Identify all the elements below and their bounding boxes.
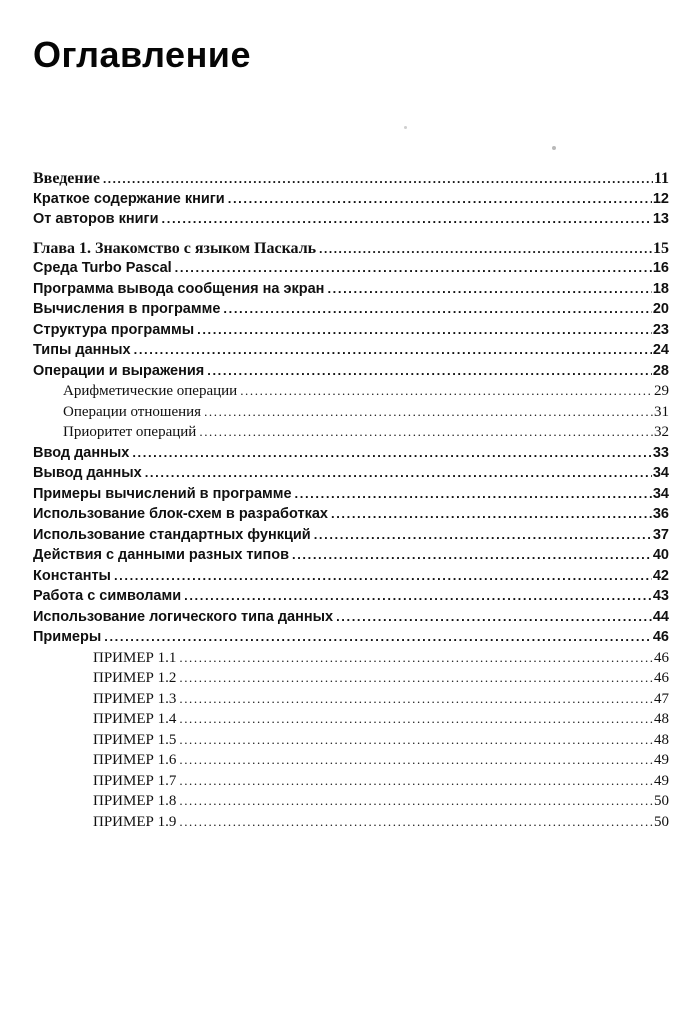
toc-entry-label: Операции и выражения [33, 362, 205, 379]
dot-leader [179, 793, 653, 809]
toc-entry-label: Использование стандартных функций [33, 526, 311, 543]
dot-leader [179, 670, 653, 686]
dot-leader [179, 691, 653, 707]
toc-entry [33, 211, 669, 232]
scan-speck [552, 146, 556, 150]
toc-entry [33, 506, 669, 527]
toc-entry [33, 170, 669, 191]
toc-entry-label: Использование логического типа данных [33, 608, 334, 625]
toc-page-number: 33 [652, 444, 669, 461]
toc-page-number: 31 [654, 403, 669, 420]
page-title: Оглавление [33, 34, 251, 75]
toc-page-number: 46 [654, 670, 669, 686]
dot-leader [240, 383, 653, 399]
dot-leader [336, 609, 652, 624]
toc-page-number: 12 [652, 190, 669, 207]
toc-page-number: 48 [654, 711, 669, 727]
toc-entry-label: Приоритет операций [63, 424, 197, 440]
toc-entry [33, 588, 669, 609]
dot-leader [179, 752, 653, 768]
toc-page-number: 23 [652, 321, 669, 338]
toc-entry-label: ПРИМЕР 1.2 [93, 670, 177, 686]
toc-entry-label: Вывод данных [33, 465, 142, 481]
dot-leader [145, 465, 652, 480]
toc-entry [33, 424, 669, 445]
toc-page-number: 28 [652, 362, 669, 379]
toc-entry [33, 711, 669, 732]
toc-entry-label: ПРИМЕР 1.5 [93, 731, 177, 748]
dot-leader [162, 211, 652, 226]
toc-entry-label: Константы [33, 567, 111, 584]
toc-page-number: 11 [653, 170, 669, 187]
toc-entry [33, 465, 669, 486]
toc-entry-label: Примеры [33, 629, 102, 645]
toc-page-number: 50 [654, 813, 669, 830]
toc-entry-label: ПРИМЕР 1.9 [93, 813, 177, 830]
toc-page-number: 29 [654, 383, 669, 399]
toc-entry-label: Операции отношения [63, 403, 202, 420]
toc-list [33, 170, 669, 834]
dot-leader [197, 322, 652, 337]
toc-entry-label: Работа с символами [33, 588, 182, 604]
toc-page-number: 44 [652, 608, 669, 625]
toc-entry-label: Введение [33, 170, 100, 187]
toc-entry [33, 260, 669, 281]
toc-entry-label: Структура программы [33, 321, 195, 338]
toc-entry [33, 650, 669, 671]
toc-entry-label: Вычисления в программе [33, 301, 221, 317]
toc-entry [33, 527, 669, 548]
dot-leader [184, 588, 652, 603]
dot-leader [292, 547, 652, 562]
toc-entry [33, 322, 669, 343]
toc-entry-label: Использование блок-схем в разработках [33, 506, 328, 522]
toc-entry-label: ПРИМЕР 1.7 [93, 772, 177, 789]
toc-page-number: 34 [652, 485, 669, 502]
dot-leader [104, 629, 652, 644]
toc-entry [33, 568, 669, 589]
toc-page-number: 36 [652, 506, 669, 522]
toc-entry-label: ПРИМЕР 1.6 [93, 752, 177, 768]
toc-page-number: 49 [654, 772, 669, 789]
dot-leader [175, 260, 652, 275]
dot-leader [204, 404, 653, 420]
toc-entry [33, 281, 669, 302]
toc-entry [33, 732, 669, 753]
toc-entry [33, 404, 669, 425]
dot-leader [179, 814, 653, 830]
toc-page-number: 13 [652, 211, 669, 227]
toc-page-number: 20 [652, 301, 669, 317]
toc-entry-label: Типы данных [33, 342, 131, 358]
toc-page-number: 49 [654, 752, 669, 768]
dot-leader [295, 486, 652, 501]
toc-entry-label: ПРИМЕР 1.1 [93, 649, 177, 666]
toc-entry-label: ПРИМЕР 1.3 [93, 690, 177, 707]
dot-leader [199, 424, 653, 440]
toc-page-number: 15 [653, 239, 669, 257]
dot-leader [223, 301, 651, 316]
dot-leader [134, 342, 652, 357]
toc-entry-label: Программа вывода сообщения на экран [33, 280, 325, 297]
dot-leader [114, 568, 652, 583]
toc-entry-label: Действия с данными разных типов [33, 547, 289, 563]
toc-entry-label: Глава 1. Знакомство с языком Паскаль [33, 239, 317, 257]
toc-entry-label: Арифметические операции [63, 383, 238, 399]
toc-page-number: 50 [654, 793, 669, 809]
toc-page-number: 16 [652, 260, 669, 276]
toc-page-number: 18 [652, 280, 669, 297]
toc-entry [33, 691, 669, 712]
dot-leader [179, 650, 653, 666]
toc-entry [33, 752, 669, 773]
toc-entry [33, 486, 669, 507]
dot-leader [207, 363, 652, 378]
toc-page-number: 48 [654, 731, 669, 748]
dot-leader [179, 711, 653, 727]
toc-entry [33, 670, 669, 691]
toc-entry [33, 240, 669, 261]
dot-leader [314, 527, 652, 542]
toc-entry-label: Среда Turbo Pascal [33, 260, 172, 276]
toc-entry [33, 363, 669, 384]
toc-page-number: 32 [654, 424, 669, 440]
toc-entry [33, 383, 669, 404]
dot-leader [179, 732, 653, 748]
toc-page-number: 42 [652, 567, 669, 584]
toc-entry [33, 814, 669, 835]
toc-entry [33, 547, 669, 568]
dot-leader [103, 171, 653, 187]
toc-page-number: 37 [652, 526, 669, 543]
toc-entry [33, 445, 669, 466]
dot-leader [228, 191, 652, 206]
toc-entry-label: Ввод данных [33, 444, 130, 461]
toc-page-number: 46 [652, 629, 669, 645]
toc-entry [33, 773, 669, 794]
toc-entry [33, 191, 669, 212]
toc-entry-label: Краткое содержание книги [33, 190, 225, 207]
toc-entry-label: ПРИМЕР 1.8 [93, 793, 177, 809]
dot-leader [179, 773, 653, 789]
toc-entry [33, 629, 669, 650]
dot-leader [132, 445, 652, 460]
toc-entry-label: ПРИМЕР 1.4 [93, 711, 177, 727]
toc-page-number: 43 [652, 588, 669, 604]
toc-page-number: 47 [654, 690, 669, 707]
dot-leader [331, 506, 652, 521]
toc-entry-label: От авторов книги [33, 211, 159, 227]
dot-leader [319, 241, 652, 257]
toc-entry [33, 301, 669, 322]
dot-leader [327, 281, 651, 296]
toc-page-number: 46 [654, 649, 669, 666]
toc-page-number: 24 [652, 342, 669, 358]
toc-page-number: 34 [652, 465, 669, 481]
toc-entry [33, 609, 669, 630]
scan-speck [404, 126, 407, 129]
toc-entry [33, 793, 669, 814]
toc-entry [33, 342, 669, 363]
toc-page-number: 40 [652, 547, 669, 563]
toc-entry-label: Примеры вычислений в программе [33, 485, 292, 502]
